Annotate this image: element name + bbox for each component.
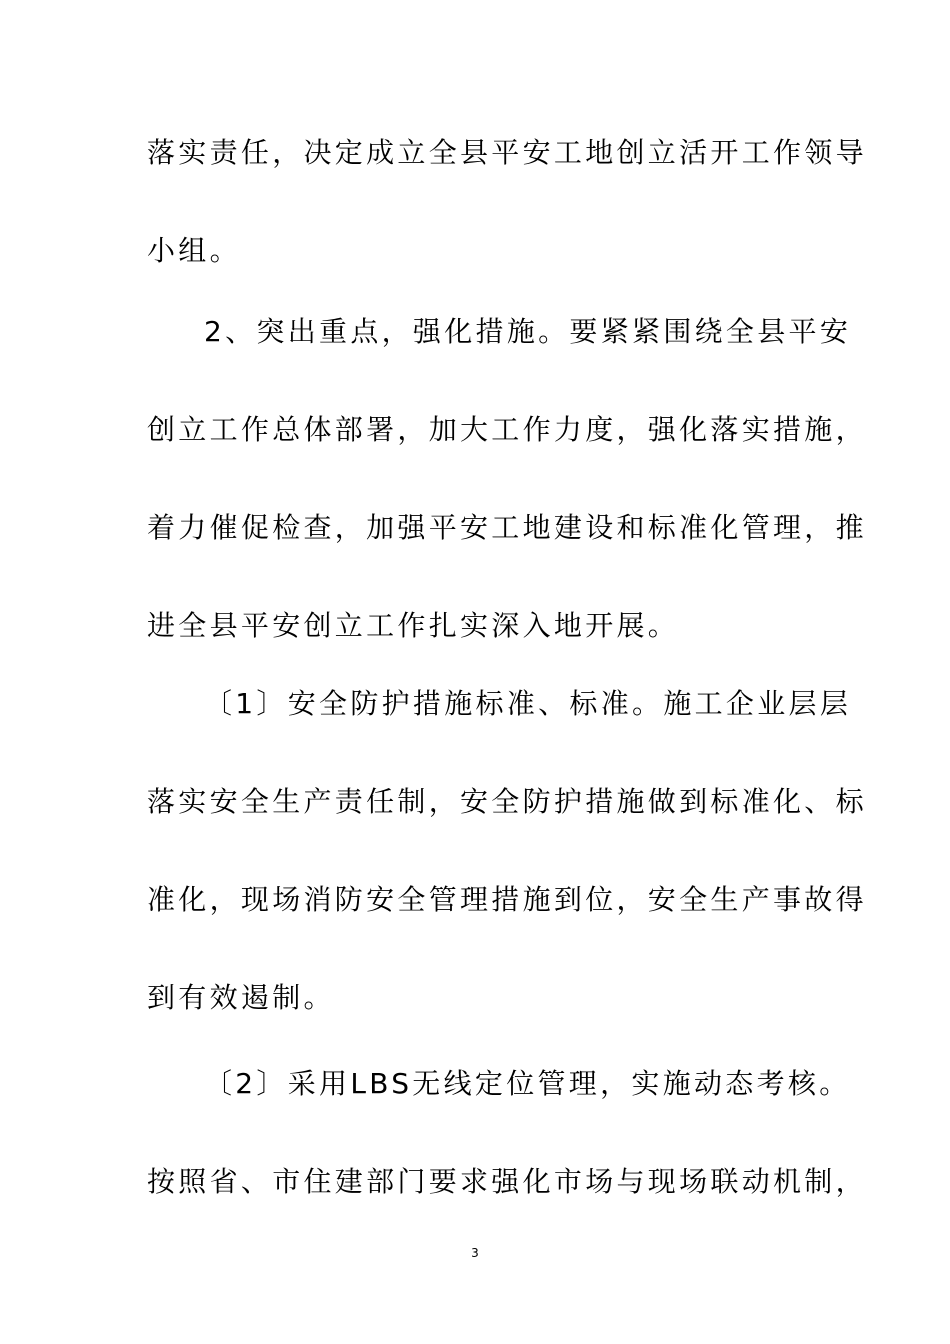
text-line: 按照省、市住建部门要求强化市场与现场联动机制， xyxy=(147,1165,867,1198)
text-line: 落实安全生产责任制，安全防护措施做到标准化、标 xyxy=(147,785,867,818)
text-line: 准化，现场消防安全管理措施到位，安全生产事故得 xyxy=(147,883,867,916)
paragraph-start: 2、突出重点，强化措施。要紧紧围绕全县平安 xyxy=(204,315,852,348)
page-number: 3 xyxy=(471,1246,479,1260)
text-line: 落实责任，决定成立全县平安工地创立活开工作领导 xyxy=(147,136,867,169)
text-line: 小组。 xyxy=(147,234,241,267)
text-line: 着力催促检查，加强平安工地建设和标准化管理，推 xyxy=(147,511,867,544)
text-line: 到有效遏制。 xyxy=(147,981,335,1014)
paragraph-start: 〔1〕安全防护措施标准、标准。施工企业层层 xyxy=(204,687,852,720)
text-line: 创立工作总体部署，加大工作力度，强化落实措施， xyxy=(147,413,867,446)
text-line: 进全县平安创立工作扎实深入地开展。 xyxy=(147,609,680,642)
paragraph-start: 〔2〕采用LBS无线定位管理，实施动态考核。 xyxy=(204,1067,851,1100)
